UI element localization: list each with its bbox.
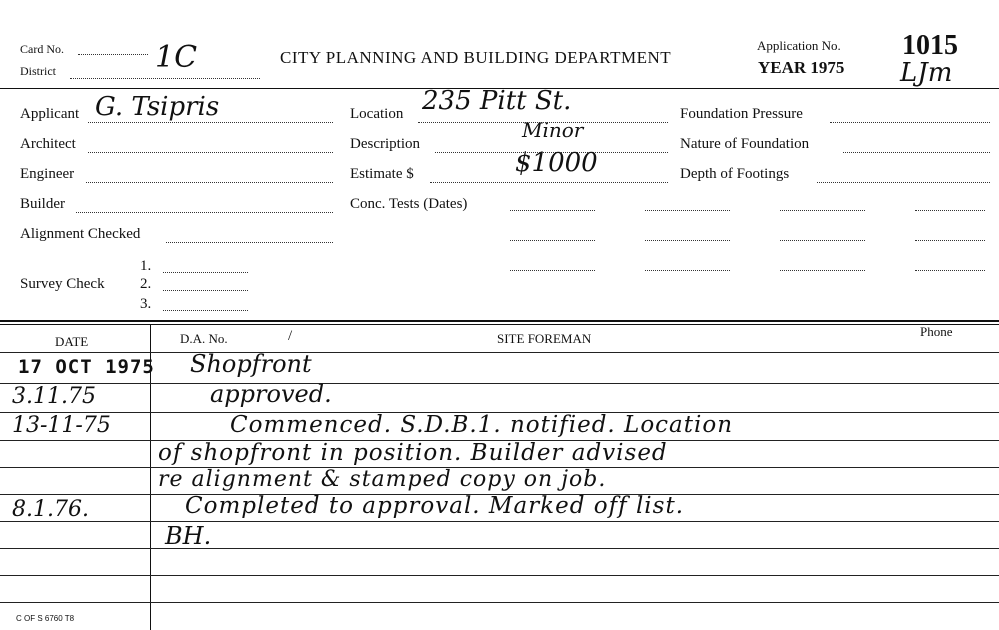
foundation-pressure-line: [830, 122, 990, 123]
survey-item-1: 1.: [140, 258, 152, 274]
survey-line-3: [163, 310, 248, 311]
conc-line-b2: [645, 240, 730, 241]
da-header: D.A. No.: [180, 331, 228, 346]
initials: LJm: [900, 58, 953, 88]
architect-label: Architect: [20, 136, 76, 152]
log-entry-6: Completed to approval. Marked off list.: [185, 493, 685, 519]
log-entry-2: approved.: [210, 380, 332, 408]
conc-line-b1: [645, 210, 730, 211]
form-code: C OF S 6760 T8: [16, 614, 75, 623]
location-label: Location: [350, 106, 404, 122]
conc-line-c1: [780, 210, 865, 211]
applicant-value: G. Tsipris: [95, 92, 220, 122]
builder-label: Builder: [20, 196, 65, 212]
log-date-6: 8.1.76.: [12, 497, 89, 522]
log-entry-4: of shopfront in position. Builder advised: [158, 440, 668, 466]
log-date-2: 3.11.75: [12, 384, 96, 409]
conc-line-b3: [645, 270, 730, 271]
survey-label: Survey Check: [20, 276, 105, 292]
depth-footings-line: [817, 182, 990, 183]
estimate-label: Estimate $: [350, 166, 414, 182]
card-no-line: [78, 54, 148, 55]
log-entry-5: re alignment & stamped copy on job.: [158, 467, 607, 492]
alignment-label: Alignment Checked: [20, 226, 141, 242]
row-line-1: [0, 383, 999, 384]
conc-tests-label: Conc. Tests (Dates): [350, 196, 468, 212]
log-entry-7: BH.: [165, 522, 212, 550]
conc-line-a2: [510, 240, 595, 241]
conc-line-a1: [510, 210, 595, 211]
engineer-line: [86, 182, 333, 183]
conc-line-c3: [780, 270, 865, 271]
location-value: 235 Pitt St.: [422, 86, 572, 116]
engineer-label: Engineer: [20, 166, 75, 182]
depth-footings-label: Depth of Footings: [680, 166, 790, 182]
district-line: [70, 78, 260, 79]
log-top-rule: [0, 320, 999, 322]
nature-foundation-label: Nature of Foundation: [680, 136, 810, 152]
conc-line-d2: [915, 240, 985, 241]
nature-foundation-line: [843, 152, 990, 153]
row-line-8: [0, 575, 999, 576]
date-header: DATE: [55, 334, 89, 349]
card-no-label: Card No.: [20, 42, 64, 56]
log-date-1: 17 OCT 1975: [18, 356, 155, 378]
log-entry-3: Commenced. S.D.B.1. notified. Location: [230, 412, 734, 438]
conc-line-d1: [915, 210, 985, 211]
survey-line-1: [163, 272, 248, 273]
row-line-7: [0, 548, 999, 549]
description-label: Description: [350, 136, 420, 152]
phone-header: Phone: [920, 324, 953, 339]
log-date-3: 13-11-75: [12, 413, 111, 438]
survey-line-2: [163, 290, 248, 291]
conc-line-d3: [915, 270, 985, 271]
row-line-6: [0, 521, 999, 522]
da-mark: /: [288, 328, 293, 344]
year-label: YEAR 1975: [758, 58, 845, 77]
estimate-value: $1000: [515, 148, 598, 178]
district-label: District: [20, 64, 56, 78]
builder-line: [76, 212, 333, 213]
department-title: CITY PLANNING AND BUILDING DEPARTMENT: [280, 48, 672, 67]
foreman-header: SITE FOREMAN: [497, 331, 592, 346]
estimate-line: [430, 182, 668, 183]
log-entry-1: Shopfront: [190, 350, 312, 378]
conc-line-c2: [780, 240, 865, 241]
foundation-pressure-label: Foundation Pressure: [680, 106, 803, 122]
applicant-label: Applicant: [20, 106, 80, 122]
card-no-value: 1C: [155, 40, 198, 75]
conc-line-a3: [510, 270, 595, 271]
description-value: Minor: [522, 118, 584, 142]
applicant-line: [88, 122, 333, 123]
application-no-label: Application No.: [757, 38, 841, 53]
architect-line: [88, 152, 333, 153]
survey-item-2: 2.: [140, 276, 152, 292]
alignment-line: [166, 242, 333, 243]
application-no-value: 1015: [902, 30, 958, 61]
survey-item-3: 3.: [140, 296, 152, 312]
row-line-0: [0, 352, 999, 353]
row-line-9: [0, 602, 999, 603]
